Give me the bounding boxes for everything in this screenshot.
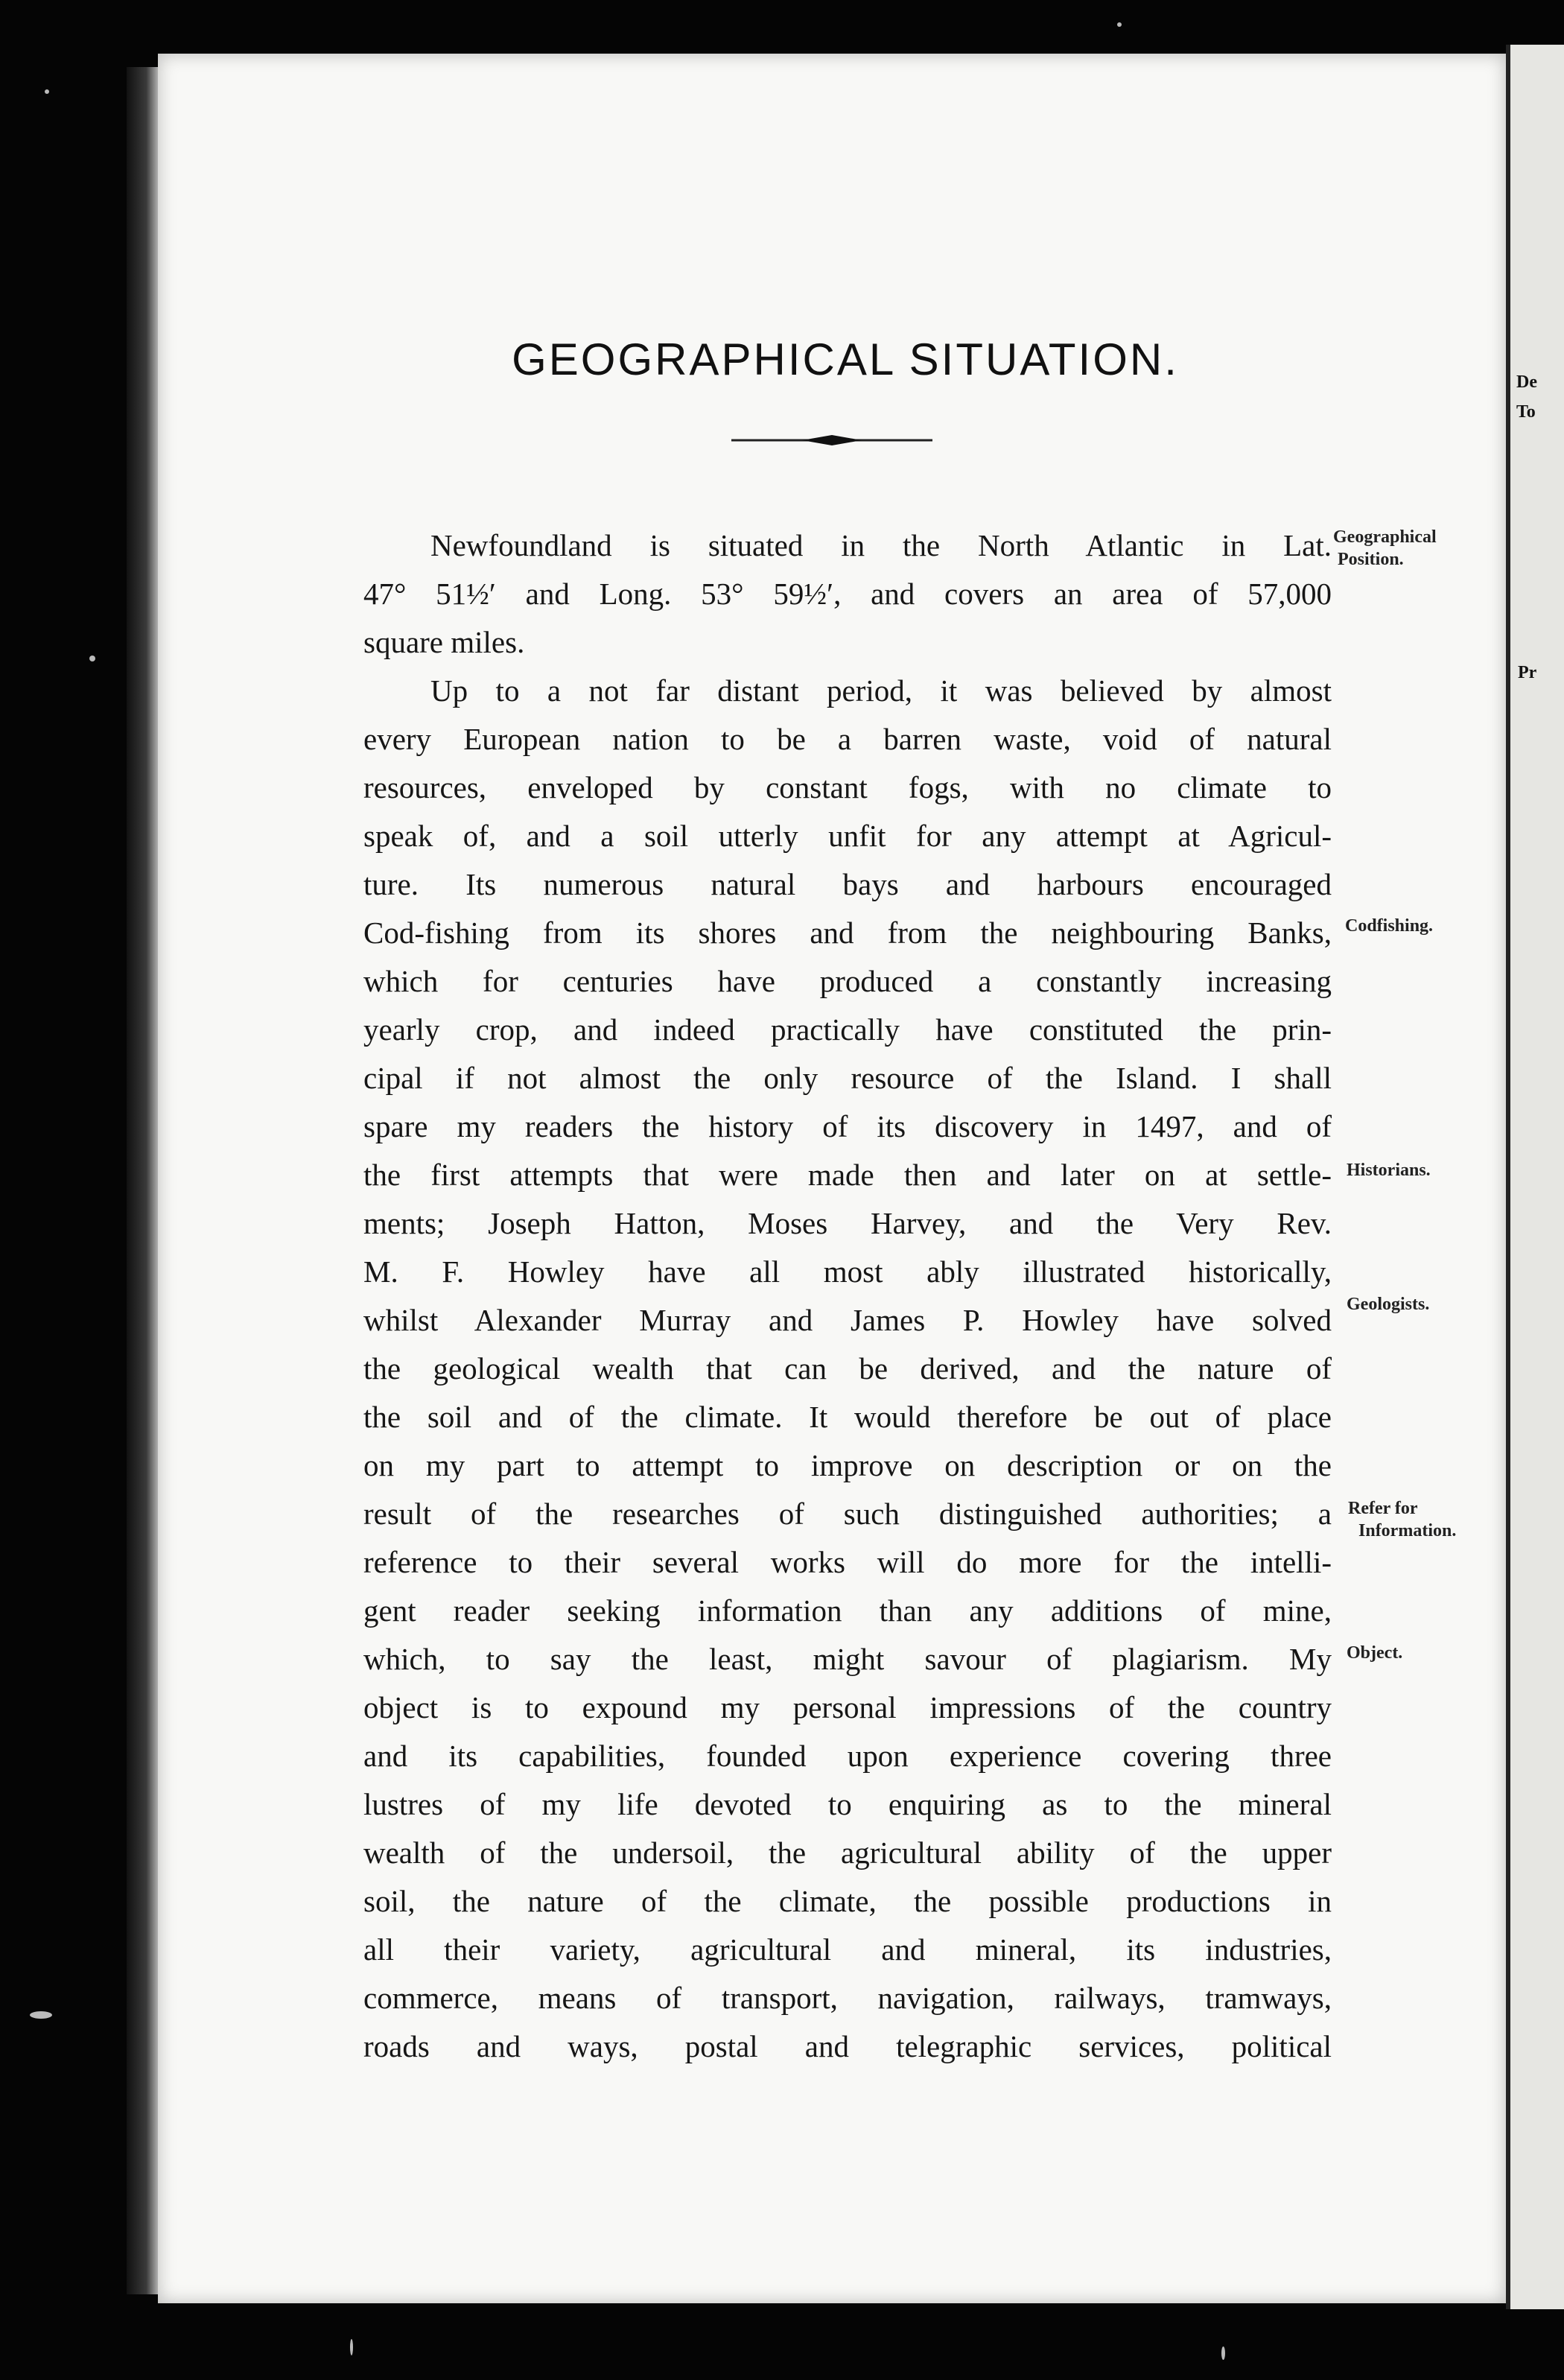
margin-note-line: Codfishing.: [1345, 916, 1434, 936]
text-line: soil, the nature of the climate, the possible productions in: [363, 1884, 1332, 1918]
page-gutter: [127, 67, 159, 2294]
text-line: the soil and of the climate. It would therefore be out of place: [363, 1400, 1332, 1434]
text-line: ture. Its numerous natural bays and harbours encouraged: [363, 867, 1332, 901]
film-speck: [45, 89, 49, 94]
text-line: ments; Joseph Hatton, Moses Harvey, and the Very Rev.: [363, 1206, 1332, 1240]
next-page-fragment: Pr: [1518, 663, 1537, 682]
text-line: the geological wealth that can be derived, and the nature of: [363, 1351, 1332, 1386]
body-text: [363, 521, 1332, 2071]
text-line: whilst Alexander Murray and James P. Howley have solved: [363, 1303, 1332, 1337]
page-title: GEOGRAPHICAL SITUATION.: [512, 334, 1179, 384]
text-line: wealth of the undersoil, the agricultural ability of the upper: [363, 1835, 1332, 1870]
text-line: Cod-fishing from its shores and from the neighbouring Banks,: [363, 915, 1332, 950]
margin-note-line: Object.: [1347, 1643, 1403, 1663]
text-line: square miles.: [363, 625, 525, 659]
margin-note-line: Geographical: [1333, 527, 1437, 547]
title-ornament: [731, 434, 932, 447]
text-line: result of the researches of such distinguished authorities; a: [363, 1497, 1332, 1531]
margin-note-line: Refer for: [1348, 1499, 1418, 1518]
film-speck: [1117, 22, 1122, 27]
text-line: cipal if not almost the only resource of the Island. I shall: [363, 1061, 1332, 1095]
film-speck: [89, 656, 95, 661]
text-line: 47° 51½′ and Long. 53° 59½′, and covers an area of 57,000: [363, 577, 1332, 611]
text-line: object is to expound my personal impressions of the country: [363, 1690, 1332, 1724]
margin-note-object: [1347, 1642, 1402, 1664]
text-line: which for centuries have produced a constantly increasing: [363, 964, 1332, 998]
text-line: on my part to attempt to improve on description or on the: [363, 1448, 1332, 1482]
next-page-fragment: De: [1516, 372, 1537, 392]
next-page-fragment: To: [1516, 402, 1536, 422]
margin-note-line: Historians.: [1347, 1161, 1431, 1180]
film-speck: [1221, 2346, 1225, 2360]
text-line: spare my readers the history of its discovery in 1497, and of: [363, 1109, 1332, 1143]
margin-note-geologists: [1347, 1293, 1429, 1316]
margin-note-historians: [1347, 1159, 1431, 1181]
text-line: and its capabilities, founded upon experience covering three: [363, 1739, 1332, 1773]
film-speck: [30, 2011, 52, 2019]
text-line: commerce, means of transport, navigation, railways, tramways,: [363, 1981, 1332, 2015]
margin-note-codfishing: [1345, 915, 1433, 937]
text-line: roads and ways, postal and telegraphic services, political: [363, 2029, 1332, 2063]
margin-note-line: Position.: [1338, 550, 1404, 569]
margin-note-line: Information.: [1358, 1521, 1457, 1540]
text-line: speak of, and a soil utterly unfit for any attempt at Agricul-: [363, 819, 1332, 853]
text-line: yearly crop, and indeed practically have constituted the prin-: [363, 1012, 1332, 1047]
text-line: M. F. Howley have all most ably illustrated historically,: [363, 1254, 1332, 1289]
margin-note-line: Geologists.: [1347, 1295, 1430, 1314]
text-line: Up to a not far distant period, it was believed by almost: [430, 673, 1332, 708]
text-line: Newfoundland is situated in the North Atlantic in Lat.: [430, 528, 1332, 562]
film-speck: [350, 2339, 353, 2355]
text-line: all their variety, agricultural and mineral, its industries,: [363, 1932, 1332, 1967]
text-line: reference to their several works will do more for the intelli-: [363, 1545, 1332, 1579]
text-line: every European nation to be a barren waste, void of natural: [363, 722, 1332, 756]
margin-note-refer-for-information: [1348, 1497, 1456, 1542]
margin-note-geographical-position: [1333, 526, 1437, 571]
text-line: which, to say the least, might savour of plagiarism. My: [363, 1642, 1332, 1676]
text-line: lustres of my life devoted to enquiring as to the mineral: [363, 1787, 1332, 1821]
text-line: resources, enveloped by constant fogs, with no climate to: [363, 770, 1332, 805]
next-page-edge: [1506, 45, 1564, 2309]
text-line: the first attempts that were made then and later on at settle-: [363, 1158, 1332, 1192]
text-line: gent reader seeking information than any additions of mine,: [363, 1593, 1332, 1628]
